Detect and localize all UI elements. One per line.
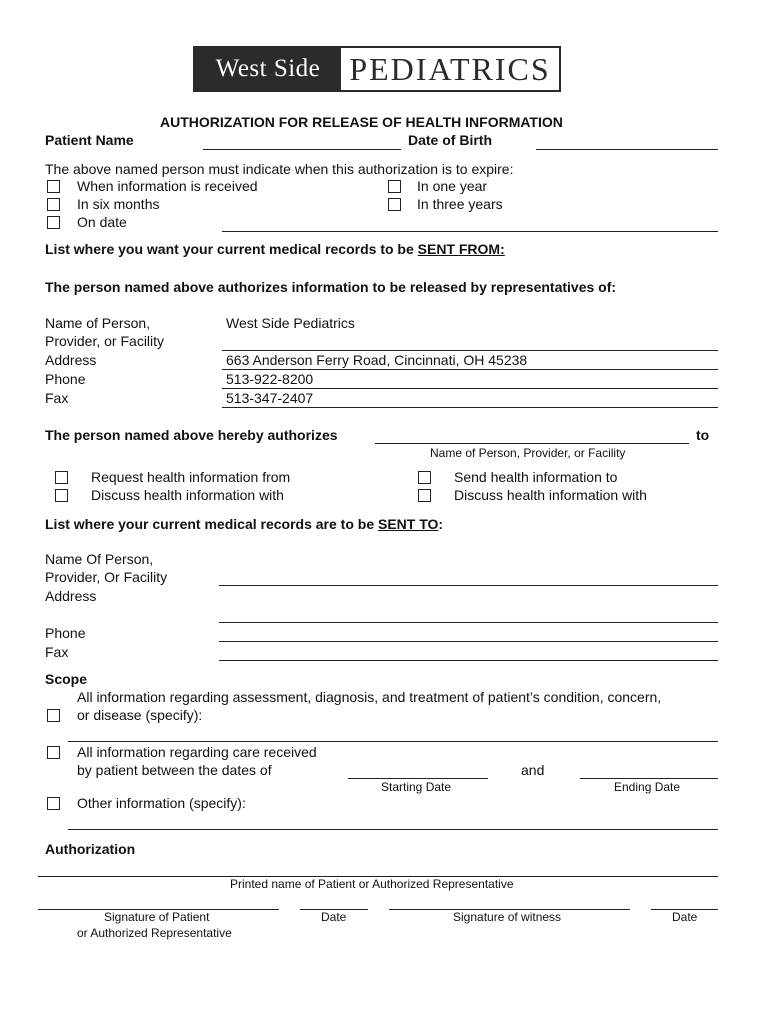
date-caption-1: Date <box>321 910 347 924</box>
recipient-fax-label: Fax <box>45 644 69 660</box>
scope-and: and <box>521 762 545 778</box>
patient-name-label: Patient Name <box>45 132 134 148</box>
sig-witness-caption: Signature of witness <box>453 910 562 924</box>
other-specify-field[interactable] <box>68 829 718 830</box>
recipient-address-field[interactable] <box>219 622 718 623</box>
provider-name-line <box>222 350 718 351</box>
authorized-party-field[interactable] <box>375 443 689 444</box>
scope-all-info-1: All information regarding assessment, diagnosis, and treatment of patient’s condition, concern, <box>77 689 662 705</box>
provider-address-label: Address <box>45 352 97 368</box>
recipient-address-label: Address <box>45 588 97 604</box>
checkbox-three-years[interactable] <box>388 198 401 211</box>
dob-label: Date of Birth <box>408 132 492 148</box>
sent-to-heading: List where your current medical records are to be SENT TO: <box>45 516 444 532</box>
scope-heading: Scope <box>45 671 88 687</box>
checkbox-care-dates[interactable] <box>47 746 60 759</box>
checkbox-discuss-right[interactable] <box>418 489 431 502</box>
expire-intro: The above named person must indicate when this authorization is to expire: <box>45 161 514 177</box>
starting-date-field[interactable] <box>348 778 488 779</box>
label-discuss-right: Discuss health information with <box>454 487 647 503</box>
provider-phone-line <box>222 388 718 389</box>
hereby-caption: Name of Person, Provider, or Facility <box>430 446 626 460</box>
sent-from-heading: List where you want your current medical records to be SENT FROM: <box>45 241 505 257</box>
provider-address-line <box>222 369 718 370</box>
label-when-received: When information is received <box>77 178 258 194</box>
checkbox-discuss-left[interactable] <box>55 489 68 502</box>
recipient-phone-field[interactable] <box>219 641 718 642</box>
west-side-pediatrics-logo <box>193 46 561 92</box>
hereby-label: The person named above hereby authorizes <box>45 427 338 443</box>
label-three-years: In three years <box>417 196 503 212</box>
label-six-months: In six months <box>77 196 160 212</box>
provider-phone-label: Phone <box>45 371 86 387</box>
checkbox-request-info[interactable] <box>55 471 68 484</box>
authorizes-heading: The person named above authorizes information to be released by representatives of: <box>45 279 617 295</box>
recipient-name-label-2: Provider, Or Facility <box>45 569 168 585</box>
recipient-name-field[interactable] <box>219 585 718 586</box>
provider-phone-value: 513-922-8200 <box>226 371 314 387</box>
recipient-phone-label: Phone <box>45 625 86 641</box>
recipient-fax-field[interactable] <box>219 660 718 661</box>
recipient-name-label-1: Name Of Person, <box>45 551 154 567</box>
dob-field[interactable] <box>536 149 718 150</box>
provider-name-label-1: Name of Person, <box>45 315 151 331</box>
checkbox-when-received[interactable] <box>47 180 60 193</box>
provider-fax-line <box>222 407 718 408</box>
on-date-field[interactable] <box>222 231 718 232</box>
provider-fax-label: Fax <box>45 390 69 406</box>
checkbox-on-date[interactable] <box>47 216 60 229</box>
provider-name-label-2: Provider, or Facility <box>45 333 165 349</box>
label-request-info: Request health information from <box>91 469 291 485</box>
date-caption-2: Date <box>672 910 698 924</box>
scope-other: Other information (specify): <box>77 795 246 811</box>
provider-address-value: 663 Anderson Ferry Road, Cincinnati, OH 45238 <box>226 352 528 368</box>
form-title: AUTHORIZATION FOR RELEASE OF HEALTH INFORMATION <box>160 114 563 130</box>
label-discuss-left: Discuss health information with <box>91 487 284 503</box>
checkbox-other-info[interactable] <box>47 797 60 810</box>
authorization-heading: Authorization <box>45 841 136 857</box>
printed-name-caption: Printed name of Patient or Authorized Representative <box>230 877 514 891</box>
checkbox-one-year[interactable] <box>388 180 401 193</box>
scope-care-1: All information regarding care received <box>77 744 317 760</box>
patient-name-field[interactable] <box>203 149 401 150</box>
ending-date-field[interactable] <box>580 778 718 779</box>
scope-all-info-2: or disease (specify): <box>77 707 203 723</box>
checkbox-six-months[interactable] <box>47 198 60 211</box>
scope-care-2: by patient between the dates of <box>77 762 272 778</box>
logo-left: West Side <box>195 48 341 90</box>
sig-patient-caption-1: Signature of Patient <box>104 910 210 924</box>
label-on-date: On date <box>77 214 127 230</box>
checkbox-all-info[interactable] <box>47 709 60 722</box>
checkbox-send-info[interactable] <box>418 471 431 484</box>
label-send-info: Send health information to <box>454 469 618 485</box>
provider-fax-value: 513-347-2407 <box>226 390 314 406</box>
sig-patient-caption-2: or Authorized Representative <box>77 926 232 940</box>
starting-date-caption: Starting Date <box>381 780 452 794</box>
provider-name-value: West Side Pediatrics <box>226 315 355 331</box>
hereby-to: to <box>696 427 710 443</box>
ending-date-caption: Ending Date <box>614 780 681 794</box>
scope-specify-field[interactable] <box>68 741 718 742</box>
logo-right: PEDIATRICS <box>349 50 551 87</box>
label-one-year: In one year <box>417 178 488 194</box>
